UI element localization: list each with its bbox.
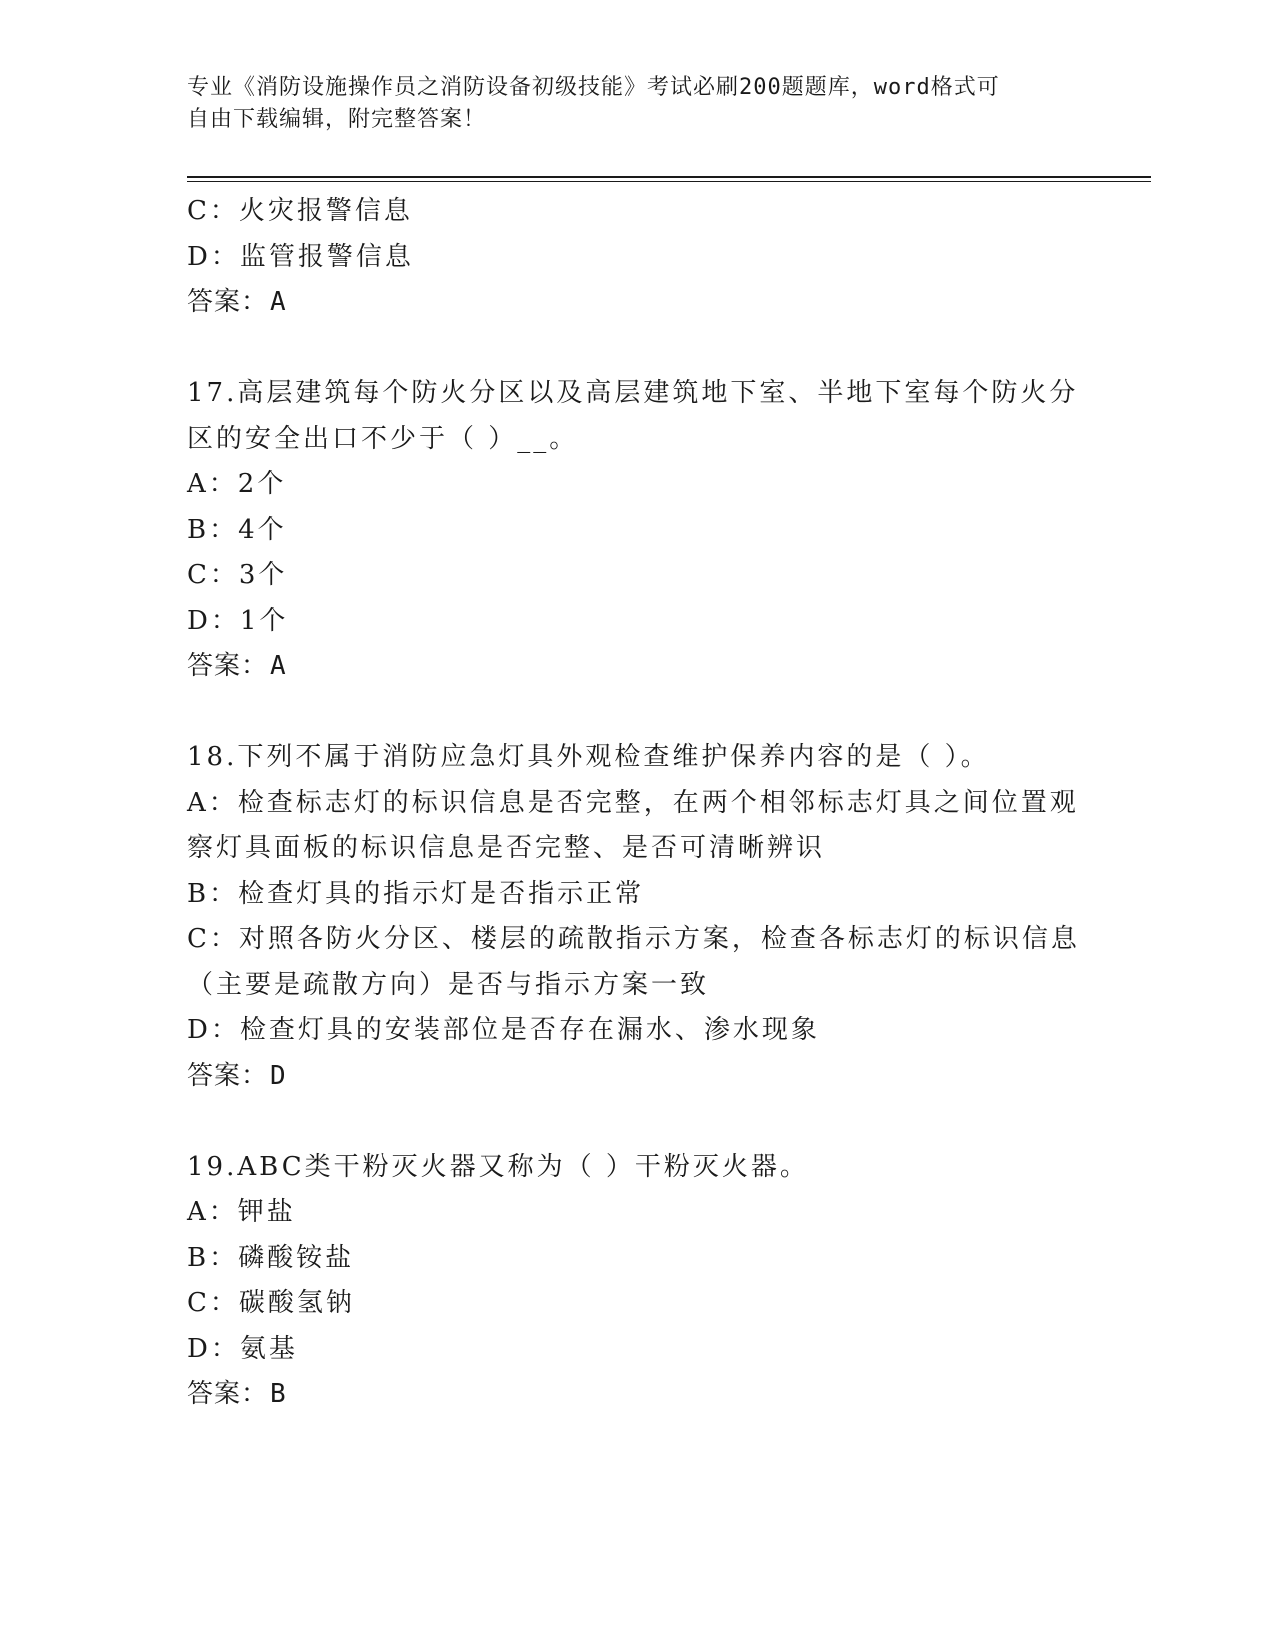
question-18 — [187, 735, 1087, 1099]
option-a-continued: 察灯具面板的标识信息是否完整、是否可清晰辨识 — [187, 833, 826, 863]
option-d: D：检查灯具的安装部位是否存在漏水、渗水现象 — [187, 1015, 820, 1045]
answer-value: A — [270, 651, 287, 681]
answer-label: 答案： — [187, 1060, 269, 1091]
answer-value: B — [270, 1379, 287, 1409]
option-c: C：碳酸氢钠 — [187, 1288, 355, 1318]
document-header — [187, 72, 1087, 136]
question-stem: 17.高层建筑每个防火分区以及高层建筑地下室、半地下室每个防火分 — [187, 378, 1079, 408]
answer-line — [187, 280, 1087, 326]
header-divider-thick — [187, 176, 1151, 178]
option-a: A：检查标志灯的标识信息是否完整，在两个相邻标志灯具之间位置观 — [187, 787, 1079, 818]
option-b: B：4个 — [187, 514, 287, 545]
answer-value: D — [270, 1060, 287, 1091]
option-d: D：1个 — [187, 605, 289, 636]
header-line-1: 专业《消防设施操作员之消防设备初级技能》考试必刷200题题库，word格式可 — [187, 75, 1000, 100]
option-d: D：监管报警信息 — [187, 241, 414, 272]
option-b: B：检查灯具的指示灯是否指示正常 — [187, 878, 645, 909]
header-line-2: 自由下载编辑，附完整答案！ — [187, 107, 487, 132]
answer-line — [187, 1054, 1087, 1100]
question-stem: 19.ABC类干粉灭火器又称为（ ）干粉灭火器。 — [187, 1151, 809, 1182]
option-b: B：磷酸铵盐 — [187, 1242, 355, 1273]
spacer — [187, 1099, 1087, 1145]
option-c: C：火灾报警信息 — [187, 196, 413, 226]
answer-label: 答案： — [187, 651, 269, 681]
answer-line — [187, 1372, 1087, 1418]
question-stem-continued: 区的安全出口不少于（ ）__。 — [187, 423, 579, 454]
spacer — [187, 690, 1087, 736]
question-17 — [187, 371, 1087, 690]
option-c: C：对照各防火分区、楼层的疏散指示方案，检查各标志灯的标识信息 — [187, 924, 1080, 954]
answer-value: A — [270, 287, 287, 317]
question-stem: 18.下列不属于消防应急灯具外观检查维护保养内容的是（ ）。 — [187, 742, 990, 772]
question-content — [187, 189, 1087, 1418]
question-19 — [187, 1145, 1087, 1418]
spacer — [187, 326, 1087, 372]
answer-label: 答案： — [187, 287, 269, 317]
header-divider-thin — [187, 181, 1151, 182]
answer-line — [187, 644, 1087, 690]
answer-label: 答案： — [187, 1379, 269, 1409]
option-d: D：氨基 — [187, 1333, 298, 1364]
option-c-continued: （主要是疏散方向）是否与指示方案一致 — [187, 969, 710, 1000]
question-16 — [187, 189, 1087, 326]
option-a: A：2个 — [187, 469, 287, 499]
option-c: C：3个 — [187, 560, 288, 590]
option-a: A：钾盐 — [187, 1197, 296, 1227]
